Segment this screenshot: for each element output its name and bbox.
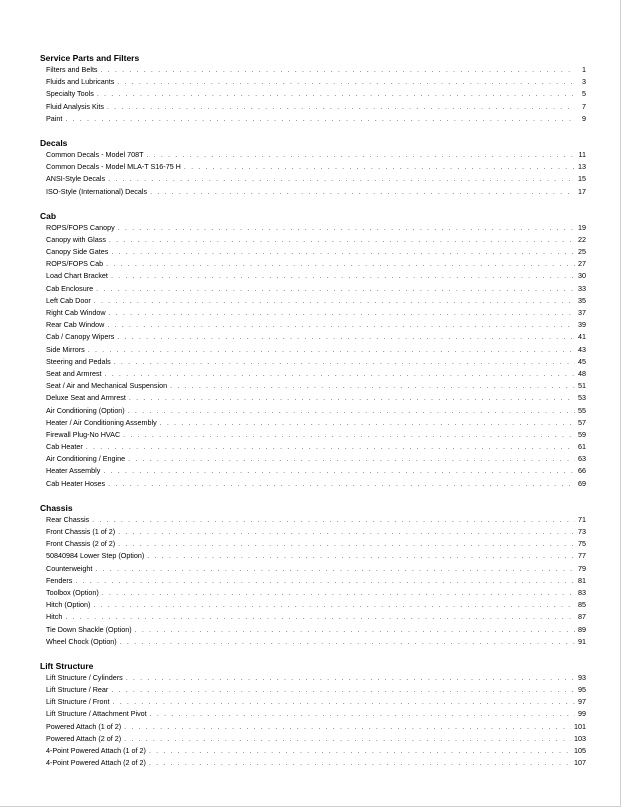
toc-entry[interactable] — [46, 295, 586, 307]
toc-entry-label: Paint — [46, 113, 63, 123]
dot-leader — [109, 234, 575, 246]
dot-leader — [117, 331, 575, 343]
toc-entry[interactable] — [46, 526, 586, 538]
toc-entry[interactable] — [46, 258, 586, 270]
toc-entry-label: 4-Point Powered Attach (1 of 2) — [46, 746, 146, 755]
toc-entry-label: 4-Point Powered Attach (2 of 2) — [46, 758, 146, 768]
section-title: Decals — [40, 137, 68, 148]
toc-entry-label: Common Decals - Model MLA-T S16-75 H — [46, 162, 181, 172]
toc-entry-page-number: 15 — [578, 174, 586, 184]
dot-leader — [109, 307, 575, 319]
toc-entry-page-number: 37 — [578, 308, 586, 317]
toc-entry-list — [46, 149, 586, 198]
toc-entry-label: Cab / Canopy Wipers — [46, 332, 115, 342]
toc-entry[interactable] — [46, 307, 586, 319]
toc-entry-label: Tie Down Shackle (Option) — [46, 624, 132, 634]
dot-leader — [149, 757, 571, 769]
toc-entry-label: Lift Structure / Front — [46, 697, 110, 707]
toc-entry-page-number: 79 — [578, 563, 586, 573]
toc-entry-label: Deluxe Seat and Armrest — [46, 393, 126, 403]
toc-entry-label: Fluids and Lubricants — [46, 77, 115, 87]
toc-entry[interactable] — [46, 222, 586, 234]
toc-section — [40, 660, 586, 770]
toc-entry-page-number: 93 — [578, 672, 586, 682]
toc-entry-page-number: 35 — [578, 295, 586, 305]
toc-entry-page-number: 61 — [578, 442, 586, 452]
toc-section — [40, 502, 586, 648]
toc-entry[interactable] — [46, 636, 586, 648]
toc-entry-page-number: 75 — [578, 539, 586, 549]
toc-entry[interactable] — [46, 417, 586, 429]
toc-entry-label: Rear Cab Window — [46, 320, 105, 330]
toc-entry[interactable] — [46, 356, 586, 368]
dot-leader — [94, 295, 575, 307]
toc-entry[interactable] — [46, 721, 586, 733]
toc-entry[interactable] — [46, 246, 586, 258]
toc-entry-label: ROPS/FOPS Canopy — [46, 222, 115, 232]
toc-entry[interactable] — [46, 624, 586, 636]
dot-leader — [120, 636, 575, 648]
dot-leader — [108, 173, 575, 185]
toc-entry-page-number: 87 — [578, 612, 586, 622]
toc-entry-page-number: 45 — [578, 356, 586, 366]
toc-entry-page-number: 48 — [578, 368, 586, 378]
toc-entry-list — [46, 64, 586, 125]
dot-leader — [86, 441, 575, 453]
toc-entry-label: Cab Heater Hoses — [46, 478, 106, 488]
toc-entry-label: Lift Structure / Attachment Pivot — [46, 709, 147, 719]
toc-entry-page-number: 7 — [582, 101, 586, 111]
toc-entry-label: Powered Attach (2 of 2) — [46, 733, 122, 743]
toc-entry-page-number: 59 — [578, 429, 586, 439]
toc-entry-page-number: 66 — [578, 466, 586, 476]
toc-entry[interactable] — [46, 161, 586, 173]
toc-entry-label: Left Cab Door — [46, 295, 91, 305]
section-title: Cab — [40, 210, 57, 221]
toc-entry-label: Side Mirrors — [46, 344, 85, 354]
dot-leader — [126, 672, 575, 684]
dot-leader — [129, 392, 575, 404]
toc-entry[interactable] — [46, 441, 586, 453]
toc-entry-page-number: 105 — [574, 746, 586, 755]
toc-entry[interactable] — [46, 696, 586, 708]
toc-entry[interactable] — [46, 587, 586, 599]
dot-leader — [111, 684, 575, 696]
toc-entry[interactable] — [46, 344, 586, 356]
toc-entry-page-number: 39 — [578, 320, 586, 330]
dot-leader — [170, 380, 575, 392]
toc-entry-page-number: 95 — [578, 685, 586, 695]
toc-entry[interactable] — [46, 392, 586, 404]
toc-entry-label: Firewall Plug-No HVAC — [46, 429, 121, 439]
dot-leader — [147, 550, 575, 562]
toc-entry-label: Filters and Belts — [46, 65, 98, 74]
toc-entry-page-number: 91 — [578, 636, 586, 646]
toc-entry-label: Heater / Air Conditioning Assembly — [46, 417, 157, 427]
toc-entry-label: Hitch — [46, 612, 63, 622]
toc-entry[interactable] — [46, 270, 586, 282]
dot-leader — [150, 186, 575, 198]
dot-leader — [102, 587, 575, 599]
dot-leader — [103, 465, 575, 477]
toc-entry-page-number: 13 — [578, 162, 586, 172]
dot-leader — [150, 708, 575, 720]
dot-leader — [105, 368, 575, 380]
dot-leader — [92, 514, 575, 526]
dot-leader — [149, 745, 571, 757]
toc-entry-label: Heater Assembly — [46, 466, 101, 476]
dot-leader — [117, 76, 575, 88]
toc-entry-list — [46, 672, 586, 770]
toc-entry-page-number: 71 — [578, 514, 586, 524]
dot-leader — [108, 478, 575, 490]
toc-entry[interactable] — [46, 234, 586, 246]
toc-entry-label: Fluid Analysis Kits — [46, 101, 104, 111]
toc-entry-page-number: 101 — [574, 721, 586, 731]
dot-leader — [65, 113, 575, 125]
dot-leader — [113, 696, 575, 708]
toc-entry-label: Specialty Tools — [46, 89, 94, 99]
toc-entry-page-number: 107 — [574, 758, 586, 768]
toc-entry-label: Toolbox (Option) — [46, 587, 99, 597]
toc-entry[interactable] — [46, 550, 586, 562]
dot-leader — [95, 563, 575, 575]
toc-entry[interactable] — [46, 429, 586, 441]
toc-entry-page-number: 3 — [582, 77, 586, 87]
toc-entry-page-number: 103 — [574, 733, 586, 743]
toc-entry-label: Wheel Chock (Option) — [46, 636, 117, 646]
toc-entry-label: Front Chassis (1 of 2) — [46, 527, 116, 536]
toc-entry-label: Seat and Armrest — [46, 368, 102, 378]
toc-entry[interactable] — [46, 283, 586, 295]
toc-entry-label: Front Chassis (2 of 2) — [46, 539, 116, 549]
toc-entry-page-number: 30 — [578, 271, 586, 281]
toc-entry-page-number: 22 — [578, 234, 586, 244]
dot-leader — [184, 161, 575, 173]
toc-entry-label: 50840984 Lower Step (Option) — [46, 551, 145, 561]
toc-entry-label: ROPS/FOPS Cab — [46, 259, 104, 269]
toc-entry[interactable] — [46, 757, 586, 769]
toc-entry-page-number: 57 — [578, 417, 586, 427]
dot-leader — [160, 417, 575, 429]
toc-entry[interactable] — [46, 64, 586, 76]
dot-leader — [65, 611, 575, 623]
toc-entry-label: Rear Chassis — [46, 514, 90, 524]
toc-entry-page-number: 69 — [578, 478, 586, 488]
dot-leader — [111, 270, 575, 282]
toc-entry-page-number: 85 — [578, 600, 586, 610]
toc-entry-page-number: 77 — [578, 551, 586, 561]
toc-entry-label: ISO-Style (International) Decals — [46, 186, 148, 196]
toc-entry-page-number: 43 — [578, 344, 586, 354]
toc-entry[interactable] — [46, 575, 586, 587]
toc-entry[interactable] — [46, 368, 586, 380]
toc-entry-page-number: 1 — [582, 65, 586, 74]
toc-entry[interactable] — [46, 465, 586, 477]
dot-leader — [114, 356, 575, 368]
toc-entry[interactable] — [46, 380, 586, 392]
toc-entry-page-number: 11 — [578, 149, 586, 159]
toc-entry[interactable] — [46, 76, 586, 88]
dot-leader — [128, 405, 575, 417]
toc-entry[interactable] — [46, 113, 586, 125]
toc-entry-list — [46, 222, 586, 490]
toc-entry-label: ANSI-Style Decals — [46, 174, 106, 184]
dot-leader — [107, 319, 575, 331]
dot-leader — [111, 246, 575, 258]
toc-entry[interactable] — [46, 319, 586, 331]
toc-entry-page-number: 63 — [578, 454, 586, 464]
dot-leader — [124, 721, 571, 733]
dot-leader — [135, 624, 575, 636]
toc-entry-page-number: 25 — [578, 247, 586, 257]
toc-entry-label: Steering and Pedals — [46, 356, 111, 366]
toc-entry-page-number: 33 — [578, 283, 586, 293]
dot-leader — [88, 344, 575, 356]
toc-entry-page-number: 73 — [578, 527, 586, 536]
toc-entry[interactable] — [46, 745, 586, 757]
toc-entry-page-number: 19 — [578, 222, 586, 232]
dot-leader — [128, 453, 575, 465]
toc-entry-page-number: 41 — [578, 332, 586, 342]
section-title: Lift Structure — [40, 660, 94, 671]
dot-leader — [107, 101, 575, 113]
toc-entry-page-number: 81 — [578, 575, 586, 585]
toc-entry-label: Canopy Side Gates — [46, 247, 109, 257]
toc-entry-page-number: 17 — [578, 186, 586, 196]
toc-entry[interactable] — [46, 453, 586, 465]
toc-entry-page-number: 89 — [578, 624, 586, 634]
toc-entry-label: Hitch (Option) — [46, 600, 91, 610]
toc-entry-label: Seat / Air and Mechanical Suspension — [46, 381, 168, 391]
dot-leader — [93, 599, 575, 611]
toc-section — [40, 210, 586, 490]
toc-entry[interactable] — [46, 101, 586, 113]
toc-entry-label: Cab Heater — [46, 442, 83, 452]
toc-entry[interactable] — [46, 186, 586, 198]
toc-entry-label: Lift Structure / Rear — [46, 685, 109, 695]
toc-entry[interactable] — [46, 405, 586, 417]
toc-entry[interactable] — [46, 88, 586, 100]
toc-entry-label: Air Conditioning / Engine — [46, 454, 126, 464]
section-title: Chassis — [40, 502, 73, 513]
toc-entry-page-number: 83 — [578, 587, 586, 597]
toc-entry[interactable] — [46, 672, 586, 684]
toc-entry-label: Common Decals - Model 708T — [46, 149, 144, 159]
toc-entry-label: Fenders — [46, 575, 73, 585]
toc-entry[interactable] — [46, 173, 586, 185]
dot-leader — [101, 64, 575, 76]
dot-leader — [75, 575, 575, 587]
toc-entry[interactable] — [46, 599, 586, 611]
dot-leader — [96, 283, 575, 295]
section-title: Service Parts and Filters — [40, 53, 140, 63]
toc-entry-label: Counterweight — [46, 563, 93, 573]
dot-leader — [118, 222, 575, 234]
dot-leader — [146, 149, 575, 161]
toc-entry[interactable] — [46, 733, 586, 745]
toc-entry[interactable] — [46, 331, 586, 343]
toc-entry-label: Right Cab Window — [46, 308, 106, 317]
toc-entry-label: Load Chart Bracket — [46, 271, 108, 281]
toc-entry[interactable] — [46, 708, 586, 720]
toc-entry[interactable] — [46, 478, 586, 490]
dot-leader — [118, 538, 575, 550]
toc-entry-label: Cab Enclosure — [46, 283, 94, 293]
toc-entry[interactable] — [46, 611, 586, 623]
toc-entry[interactable] — [46, 514, 586, 526]
toc-entry-page-number: 53 — [578, 393, 586, 403]
table-of-contents — [40, 52, 586, 781]
dot-leader — [106, 258, 575, 270]
toc-entry-page-number: 55 — [578, 405, 586, 415]
toc-entry-label: Powered Attach (1 of 2) — [46, 721, 122, 731]
toc-entry-page-number: 5 — [582, 89, 586, 99]
toc-entry[interactable] — [46, 563, 586, 575]
toc-entry[interactable] — [46, 684, 586, 696]
toc-entry-page-number: 99 — [578, 709, 586, 719]
toc-entry-label: Canopy with Glass — [46, 234, 106, 244]
toc-entry-label: Air Conditioning (Option) — [46, 405, 125, 415]
toc-entry[interactable] — [46, 149, 586, 161]
toc-section — [40, 52, 586, 125]
dot-leader — [124, 733, 571, 745]
toc-entry-page-number: 9 — [582, 113, 586, 123]
toc-section — [40, 137, 586, 198]
toc-entry-page-number: 51 — [578, 381, 586, 391]
dot-leader — [118, 526, 575, 538]
toc-entry-page-number: 97 — [578, 697, 586, 707]
toc-entry-page-number: 27 — [578, 259, 586, 269]
dot-leader — [123, 429, 575, 441]
toc-entry[interactable] — [46, 538, 586, 550]
dot-leader — [97, 88, 575, 100]
toc-entry-label: Lift Structure / Cylinders — [46, 672, 123, 682]
toc-entry-list — [46, 514, 586, 648]
